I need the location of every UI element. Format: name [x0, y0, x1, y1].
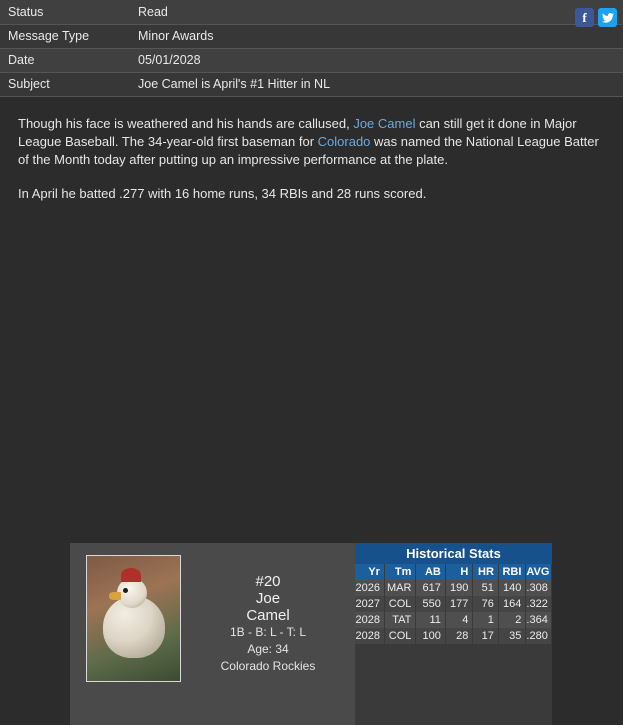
stats-cell-tm: COL: [384, 628, 415, 644]
stats-cell-tm: COL: [384, 596, 415, 612]
stats-cell-yr: 2028: [355, 612, 384, 628]
stats-cell-tm: MAR: [384, 580, 415, 596]
stats-cell-yr: 2026: [355, 580, 384, 596]
player-photo: [86, 555, 181, 682]
article-paragraph-2: In April he batted .277 with 16 home runs, 34 RBIs and 28 runs scored.: [18, 185, 427, 201]
player-card-left: [70, 543, 355, 725]
stats-cell-h: 190: [445, 580, 473, 596]
status-label: Status: [0, 0, 130, 24]
player-card: [70, 543, 552, 725]
table-row: [0, 72, 623, 96]
paragraph1-text-b: can still get it done in Major League Baseball. The 34-year-old first baseman for: [18, 115, 577, 149]
historical-stats-panel: [355, 543, 552, 725]
stats-cell-avg: .322: [526, 596, 552, 612]
player-first-name: Joe: [255, 590, 281, 607]
stats-cell-ab: 100: [416, 628, 445, 644]
stats-cell-h: 177: [445, 596, 473, 612]
date-label: Date: [0, 48, 130, 72]
message-type-label: Message Type: [0, 24, 130, 48]
stats-cell-hr: 51: [473, 580, 499, 596]
date-value: 05/01/2028: [130, 48, 623, 72]
stats-cell-avg: .364: [526, 612, 552, 628]
social-share-buttons: [575, 8, 617, 27]
stats-cell-hr: 17: [473, 628, 499, 644]
subject-value: Joe Camel is April's #1 Hitter in NL: [130, 72, 623, 96]
player-position: 1B - B: L - T: L: [229, 625, 307, 639]
stats-cell-avg: .308: [526, 580, 552, 596]
stats-header-row: [355, 564, 552, 580]
historical-stats-table: [355, 564, 552, 644]
player-number: #20: [255, 573, 281, 590]
stats-cell-ab: 11: [416, 612, 445, 628]
stats-cell-yr: 2028: [355, 628, 384, 644]
facebook-share-icon[interactable]: f: [575, 8, 594, 27]
stats-cell-tm: TAT: [384, 612, 415, 628]
stats-cell-ab: 617: [416, 580, 445, 596]
historical-stats-title: Historical Stats: [355, 543, 552, 564]
stats-col-hr: HR: [473, 564, 499, 580]
photo-shape-beak: [109, 592, 121, 600]
table-row: [0, 24, 623, 48]
stats-col-ab: AB: [416, 564, 445, 580]
table-row: [0, 48, 623, 72]
player-last-name: Camel: [246, 607, 290, 624]
photo-shape-comb: [121, 568, 141, 582]
stats-cell-h: 28: [445, 628, 473, 644]
stats-cell-rbi: 164: [498, 596, 526, 612]
table-row: [0, 0, 623, 24]
table-row: [355, 596, 552, 612]
article-body: [0, 97, 623, 203]
table-row: [355, 628, 552, 644]
player-team: Colorado Rockies: [220, 659, 316, 673]
stats-col-tm: Tm: [384, 564, 415, 580]
stats-col-h: H: [445, 564, 473, 580]
player-link[interactable]: Joe Camel: [353, 115, 416, 131]
stats-cell-rbi: 140: [498, 580, 526, 596]
stats-col-rbi: RBI: [498, 564, 526, 580]
subject-label: Subject: [0, 72, 130, 96]
photo-shape-head: [117, 578, 147, 608]
table-row: [355, 612, 552, 628]
stats-cell-rbi: 35: [498, 628, 526, 644]
team-link[interactable]: Colorado: [317, 133, 371, 149]
message-info-table: [0, 0, 623, 97]
stats-cell-rbi: 2: [498, 612, 526, 628]
stats-cell-hr: 1: [473, 612, 499, 628]
article-paragraph-1: [18, 115, 605, 169]
player-age: Age: 34: [247, 642, 289, 656]
stats-cell-yr: 2027: [355, 596, 384, 612]
message-type-value: Minor Awards: [130, 24, 623, 48]
paragraph1-text-a: Though his face is weathered and his hands are callused,: [18, 115, 354, 131]
stats-cell-h: 4: [445, 612, 473, 628]
stats-cell-ab: 550: [416, 596, 445, 612]
photo-shape-eye: [123, 588, 128, 593]
status-value: Read: [130, 0, 623, 24]
stats-col-avg: AVG: [526, 564, 552, 580]
stats-col-yr: Yr: [355, 564, 384, 580]
paragraph1-text-c: was named the National League Batter of the Month today after putting up an impressive performance at the plate.: [18, 133, 599, 167]
table-row: [355, 580, 552, 596]
stats-cell-avg: .280: [526, 628, 552, 644]
stats-cell-hr: 76: [473, 596, 499, 612]
twitter-share-icon[interactable]: [598, 8, 617, 27]
player-info: [181, 555, 355, 725]
